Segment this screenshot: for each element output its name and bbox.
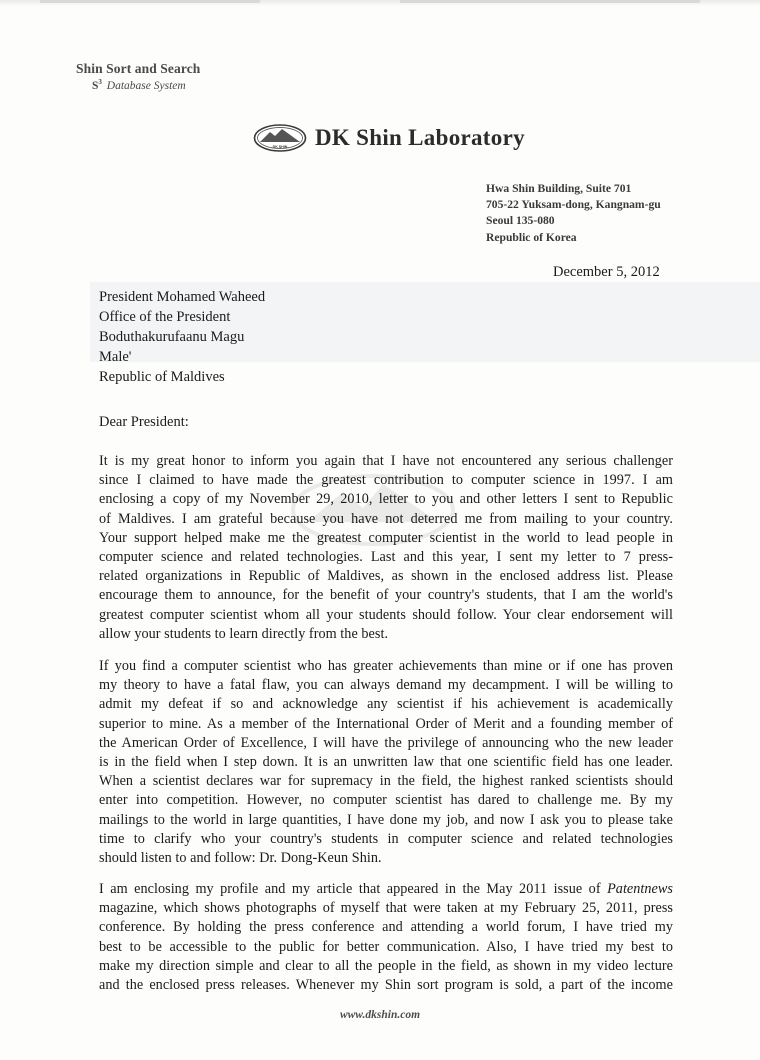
recipient-line: Office of the President: [99, 309, 231, 325]
letter-date: December 5, 2012: [553, 264, 660, 280]
text-line: magazine, which shows photographs of myself that were taken at my February 25, 2011, press: [99, 900, 673, 917]
text-line: is in the field when I step down. It is an unwritten law that one scientific field has one leader.: [99, 754, 673, 771]
magazine-title: Patentnews: [607, 881, 673, 897]
text-line: Your support helped make me the greatest computer scientist in the world to lead people in: [99, 529, 673, 546]
text-line: When a scientist declares war for supremacy in the field, the highest ranked scientists should: [99, 773, 673, 790]
salutation: Dear President:: [99, 414, 189, 430]
logo-text: DK SHIN: [272, 145, 288, 149]
address-line: Republic of Korea: [486, 230, 577, 244]
product-name: Shin Sort and Search: [76, 61, 201, 76]
scan-artifact: [40, 0, 260, 3]
text-line: my theory to have a fatal flaw, you can always demand my decampment. I will be willing to: [99, 677, 673, 694]
mountain-logo-icon: [253, 123, 307, 153]
product-mark: $S^3$: [92, 78, 102, 92]
address-line: Hwa Shin Building, Suite 701: [486, 182, 632, 195]
text-line: the American Order of Excellence, I will have the privilege of announcing who the new leader: [99, 734, 673, 751]
text-line: mailings to the world in large quantities, I have done my job, and now I ask you to please take: [99, 811, 673, 828]
text-line: If you find a computer scientist who has greater achievements than mine or if one has proven: [99, 658, 673, 674]
text-line: make my direction simple and clear to all the people in the field, as shown in my video lecture: [99, 957, 673, 974]
lab-name: DK Shin Laboratory: [315, 125, 525, 150]
text-line: greatest computer scientist whom all your students should follow. Your clear endorsement will: [99, 606, 673, 623]
text-line: time to clarify who your country's students in computer science and related technologies: [99, 830, 673, 847]
text-line: computer science and related technologies. Last and this year, I sent my letter to 7 press-: [99, 549, 673, 566]
body-paragraph-3: [99, 880, 673, 995]
text-line: I am enclosing my profile and my article that appeared in the May 2011 issue of Patentnews: [99, 881, 673, 897]
text-line: superior to mine. As a member of the International Order of Merit and a founding member of: [99, 715, 673, 732]
recipient-line: Male': [99, 349, 132, 365]
text-line: It is my great honor to inform you again that I have not encountered any serious challenger: [99, 453, 673, 469]
text-line: since I claimed to have made the greatest contribution to computer science in 1997. I am: [99, 472, 673, 489]
text-line: enter into competition. However, no computer scientist has dared to challenge me. By my: [99, 792, 673, 809]
text-line: admit my defeat if so and acknowledge any scientist if his achievement is academically: [99, 696, 673, 713]
scan-artifact: [400, 0, 700, 3]
text-line: related organizations in Republic of Maldives, as shown in the enclosed address list. Please: [99, 568, 673, 585]
product-sub: Database System: [106, 79, 186, 92]
product-header: [76, 61, 200, 92]
address-line: 705-22 Yuksam-dong, Kangnam-gu: [486, 198, 661, 212]
sender-address: [486, 181, 661, 246]
recipient-line: President Mohamed Waheed: [99, 289, 266, 305]
product-subtitle: [92, 78, 200, 92]
text-line: of Maldives. I am grateful because you have not deterred me from mailing to your country.: [99, 510, 673, 527]
recipient-address: [99, 287, 265, 387]
text-line: allow your students to learn directly from the best.: [99, 625, 389, 642]
footer-website: www.dkshin.com: [339, 1009, 421, 1021]
text-line: should listen to and follow: Dr. Dong-Keun Shin.: [99, 850, 382, 867]
recipient-line: Republic of Maldives: [99, 369, 225, 385]
text-line: enclosing a copy of my November 29, 2010, letter to you and other letters I sent to Republic: [99, 491, 673, 508]
lab-brand: [253, 120, 525, 156]
text-line: encourage them to announce, for the benefit of your country's students, that I am the world's: [99, 587, 673, 604]
body-paragraph-2: [99, 657, 673, 868]
recipient-line: Boduthakurufaanu Magu: [99, 329, 245, 345]
body-paragraph-1: [99, 452, 673, 644]
text-line: conference. By holding the press conference and attending a world forum, I have tried my: [99, 919, 673, 936]
text-line: and the enclosed press releases. Whenever my Shin sort program is sold, a part of the income: [99, 977, 673, 994]
address-line: Seoul 135-080: [486, 214, 555, 228]
text-line: best to be accessible to the public for better communication. Also, I have tried my best to: [99, 938, 673, 955]
